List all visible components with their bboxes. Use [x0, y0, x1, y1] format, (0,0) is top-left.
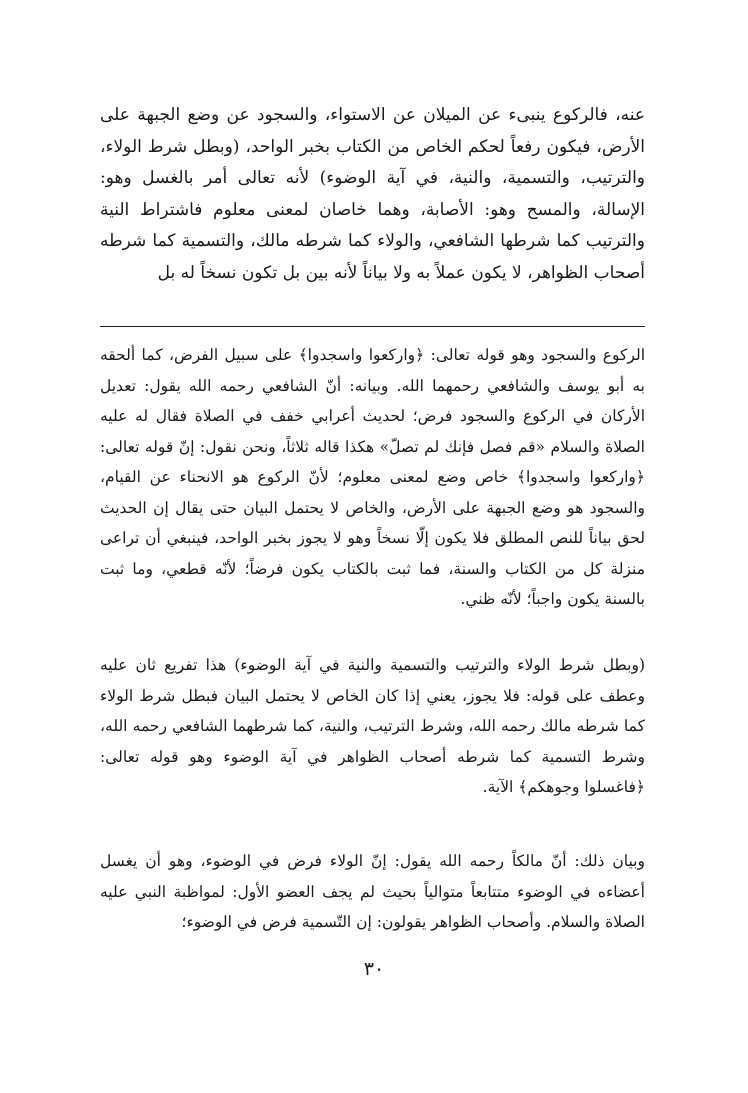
footnote-divider	[100, 326, 645, 327]
page-number: ٣٠	[363, 958, 385, 980]
commentary-paragraph-2	[100, 650, 645, 803]
commentary-paragraph-3	[100, 846, 645, 938]
main-text-paragraph: عنه، فالركوع ينبىء عن الميلان عن الاستواء، والسجود عن وضع الجبهة على الأرض، فيكون رفعاً لحكم الخاص من الكتاب بخبر الواحد، (وبطل شرط الولاء، والترتيب، والتسمية، والنية، في آية الوضوء) لأنه تعالى أمر بالغسل وهو: الإسالة، والمسح وهو: الأصابة، وهما خاصان لمعنى معلوم فاشتراط النية والترتيب كما شرطها الشافعي، والولاء كما شرطه مالك، والتسمية كما شرطه أصحاب الظواهر، لا يكون عملاً به ولا بياناً لأنه بين بل تكون نسخاً له بل	[100, 105, 645, 283]
main-text-block	[100, 100, 645, 289]
commentary-text-1: الركوع والسجود وهو قوله تعالى: ﴿واركعوا واسجدوا﴾ على سبيل الفرض، كما ألحقه به أبو يوسف والشافعي رحمهما الله. وبيانه: أنّ الشافعي رحمه الله يقول: تعديل الأركان في الركوع والسجود فرض؛ لحديث أعرابي خفف في الصلاة فقال له عليه الصلاة والسلام «قم فصل فإنك لم تصلّ» هكذا قاله ثلاثاً، ونحن نقول: إنّ قوله تعالى: ﴿واركعوا واسجدوا﴾ خاص وضع لمعنى معلوم؛ لأنّ الركوع هو الانحناء عن القيام، والسجود هو وضع الجبهة على الأرض، والخاص لا يحتمل البيان حتى يقال إن الحديث لحق بياناً للنص المطلق فلا يكون إلّا نسخاً وهو لا يجوز بخبر الواحد، فينبغي أن تراعى منزلة كل من الكتاب والسنة، فما ثبت بالكتاب يكون فرضاً؛ لأنّه قطعي، وما ثبت بالسنة يكون واجباً؛ لأنّه ظني.	[100, 346, 645, 608]
commentary-text-2: (وبطل شرط الولاء والترتيب والتسمية والنية في آية الوضوء) هذا تفريع ثان عليه وعطف على قوله: فلا يجوز، يعني إذا كان الخاص لا يحتمل البيان فبطل شرط الولاء كما شرطه مالك رحمه الله، وشرط الترتيب، والنية، كما شرطهما الشافعي رحمه الله، وشرط التسمية كما شرطه أصحاب الظواهر في آية الوضوء وهو قوله تعالى: ﴿فاغسلوا وجوهكم﴾ الآية.	[100, 656, 645, 796]
commentary-text-3: وبيان ذلك: أنّ مالكاً رحمه الله يقول: إنّ الولاء فرض في الوضوء، وهو أن يغسل أعضاءه في الوضوء متتابعاً متوالياً بحيث لم يجف العضو الأول: لمواظبة النبي عليه الصلاة والسلام. وأصحاب الظواهر يقولون: إن التّسمية فرض في الوضوء؛	[100, 852, 645, 931]
commentary-paragraph-1	[100, 340, 645, 615]
